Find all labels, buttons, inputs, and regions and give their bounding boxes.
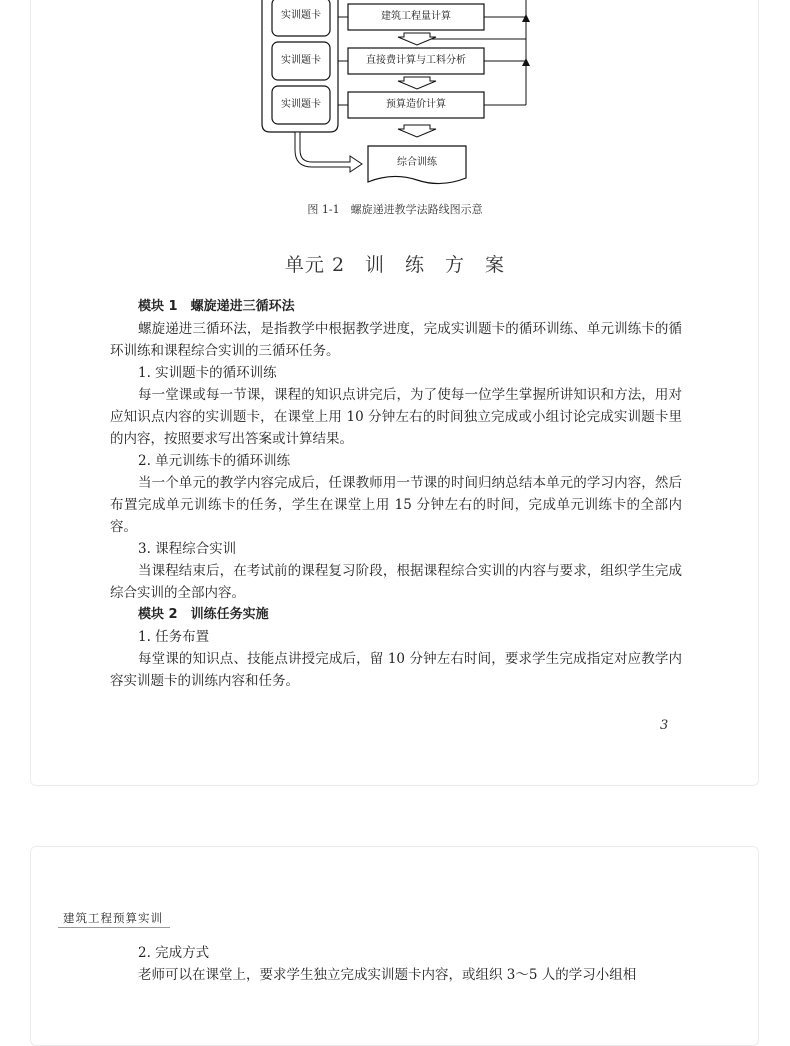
page-number: 3: [660, 718, 669, 733]
subheading: 2. 单元训练卡的循环训练: [138, 453, 291, 469]
flowchart-step-2: 直接费计算与工料分析: [366, 55, 466, 66]
next-page-body: [110, 942, 682, 986]
flowchart-final-step: 综合训练: [397, 157, 437, 168]
paragraph: 螺旋递进三循环法，是指教学中根据教学进度，完成实训题卡的循环训练、单元训练卡的循环训练和课程综合实训的三循环任务。: [110, 321, 682, 359]
paragraph: 每一堂课或每一节课，课程的知识点讲完后，为了使每一位学生掌握所讲知识和方法，用对应知识点内容的实训题卡，在课堂上用 10 分钟左右的时间独立完成或小组讨论完成实训题卡里的内容，按照要求写出答案或计算结果。: [110, 387, 682, 447]
spiral-teaching-flowchart: [0, 0, 790, 200]
flowchart-side-box-2: 实训题卡: [281, 55, 321, 66]
subheading: 1. 实训题卡的循环训练: [138, 365, 277, 381]
running-head-rule: [58, 927, 170, 928]
flowchart-side-box-3: 实训题卡: [281, 99, 321, 110]
module-heading: 模块 2 训练任务实施: [138, 607, 269, 622]
body-text: [110, 296, 682, 692]
paragraph: 当课程结束后，在考试前的课程复习阶段，根据课程综合实训的内容与要求，组织学生完成综合实训的全部内容。: [110, 563, 682, 601]
subheading: 1. 任务布置: [138, 629, 210, 645]
flowchart-step-1: 建筑工程量计算: [381, 11, 451, 22]
subheading: 2. 完成方式: [138, 945, 210, 961]
paragraph: 老师可以在课堂上，要求学生独立完成实训题卡内容，或组织 3～5 人的学习小组相: [138, 967, 637, 983]
figure-caption: 图 1-1 螺旋递进教学法路线图示意: [307, 203, 483, 216]
unit-title: 单元 2 训 练 方 案: [284, 254, 506, 276]
running-head: 建筑工程预算实训: [63, 911, 163, 925]
paragraph: 当一个单元的教学内容完成后，任课教师用一节课的时间归纳总结本单元的学习内容，然后布置完成单元训练卡的任务，学生在课堂上用 15 分钟左右的时间，完成单元训练卡的全部内容。: [110, 475, 682, 535]
subheading: 3. 课程综合实训: [138, 541, 237, 557]
flowchart-step-3: 预算造价计算: [386, 99, 446, 110]
module-heading: 模块 1 螺旋递进三循环法: [138, 299, 295, 314]
paragraph: 每堂课的知识点、技能点讲授完成后，留 10 分钟左右时间，要求学生完成指定对应教学内容实训题卡的训练内容和任务。: [110, 651, 682, 689]
flowchart-side-box-1: 实训题卡: [281, 10, 321, 21]
